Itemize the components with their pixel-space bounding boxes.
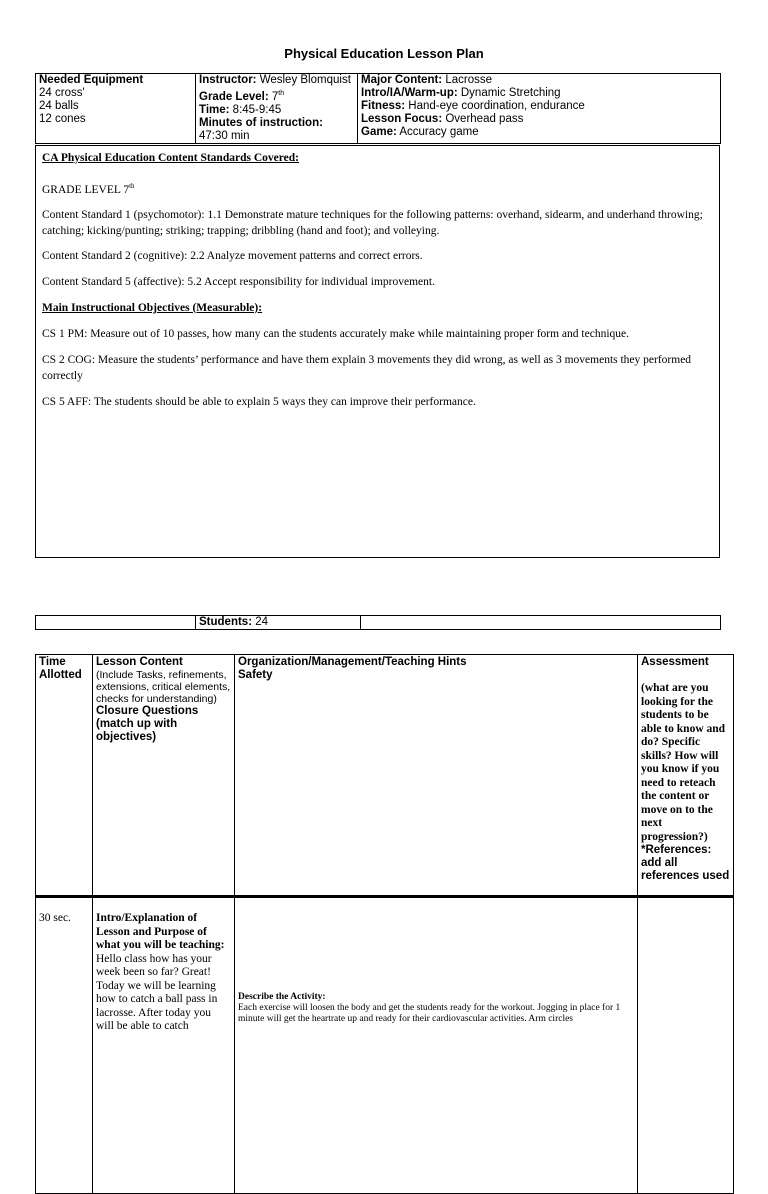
intro-line: Intro/IA/Warm-up: Dynamic Stretching <box>361 87 561 99</box>
header-table <box>35 73 721 144</box>
equipment-item: 24 cross' <box>39 87 85 99</box>
students-table <box>35 615 721 630</box>
col-content-header: Lesson Content (Include Tasks, refinements, extensions, critical elements, checks for understanding) Closure Questions (match up with objectives) <box>93 655 235 897</box>
focus-line: Lesson Focus: Overhead pass <box>361 113 524 125</box>
grade-line: Grade Level: 7th <box>199 90 285 103</box>
col-time-header: Time Allotted <box>36 655 93 897</box>
fitness-line: Fitness: Hand-eye coordination, endurance <box>361 100 585 112</box>
time-line: Time: 8:45-9:45 <box>199 103 282 116</box>
row1-organization: Describe the Activity: Each exercise will loosen the body and get the students ready for the workout. Jogging in place for 1 minute will get the heartrate up and ready for their cardiovascular activities. Arm circles <box>235 897 638 1194</box>
page-title: Physical Education Lesson Plan <box>284 46 484 61</box>
equipment-cell <box>36 74 196 144</box>
row1-content: Intro/Explanation of Lesson and Purpose of what you will be teaching: Hello class how has your week been so far? Great! Today we will be learning how to catch a ball pass in lacrosse. After today you will be able to catch <box>93 897 235 1194</box>
equipment-item: 12 cones <box>39 113 86 125</box>
students-cell: Students: 24 <box>196 616 361 630</box>
minutes-line: Minutes of instruction: <box>199 116 323 129</box>
students-empty-cell <box>36 616 196 630</box>
standards-heading: CA Physical Education Content Standards Covered: <box>42 152 299 164</box>
objective-cs1: CS 1 PM: Measure out of 10 passes, how many can the students accurately make while maintaining proper form and technique. <box>42 327 629 340</box>
objectives-heading: Main Instructional Objectives (Measurable): <box>42 301 263 314</box>
content-standard-5: Content Standard 5 (affective): 5.2 Accept responsibility for individual improvement. <box>42 275 435 288</box>
row1-assessment <box>638 897 734 1194</box>
instructor-line: Instructor: Wesley Blomquist <box>199 74 351 86</box>
minutes-value: 47:30 min <box>199 129 250 142</box>
lesson-table <box>35 654 734 1194</box>
students-empty-cell <box>361 616 721 630</box>
content-standard-1: Content Standard 1 (psychomotor): 1.1 Demonstrate mature techniques for the following patterns: overhand, sidearm, and underhand throwing; catching; kicking/punting; striking; trapping; dribbling (hand and foot); and volleying. <box>42 208 703 237</box>
grade-level: GRADE LEVEL 7th <box>42 182 135 196</box>
row1-time: 30 sec. <box>36 897 93 1194</box>
equipment-label: Needed Equipment <box>39 74 144 86</box>
standards-box <box>35 145 720 558</box>
content-standard-2: Content Standard 2 (cognitive): 2.2 Analyze movement patterns and correct errors. <box>42 249 423 262</box>
objective-cs2: CS 2 COG: Measure the students’ performance and have them explain 3 movements they did wrong, as well as 3 movements they performed correctly <box>42 353 692 382</box>
game-line: Game: Accuracy game <box>361 126 479 138</box>
major-line: Major Content: Lacrosse <box>361 74 493 86</box>
content-cell <box>358 74 721 144</box>
col-assessment-header: Assessment (what are you looking for the students to be able to know and do? Specific skills? How will you know if you need to reteach the content or move on to the next progression?) *References: add all references used <box>638 655 734 897</box>
instructor-cell <box>196 74 358 144</box>
equipment-item: 24 balls <box>39 100 79 112</box>
objective-cs5: CS 5 AFF: The students should be able to explain 5 ways they can improve their performance. <box>42 395 476 408</box>
col-org-header: Organization/Management/Teaching Hints Safety <box>235 655 638 897</box>
